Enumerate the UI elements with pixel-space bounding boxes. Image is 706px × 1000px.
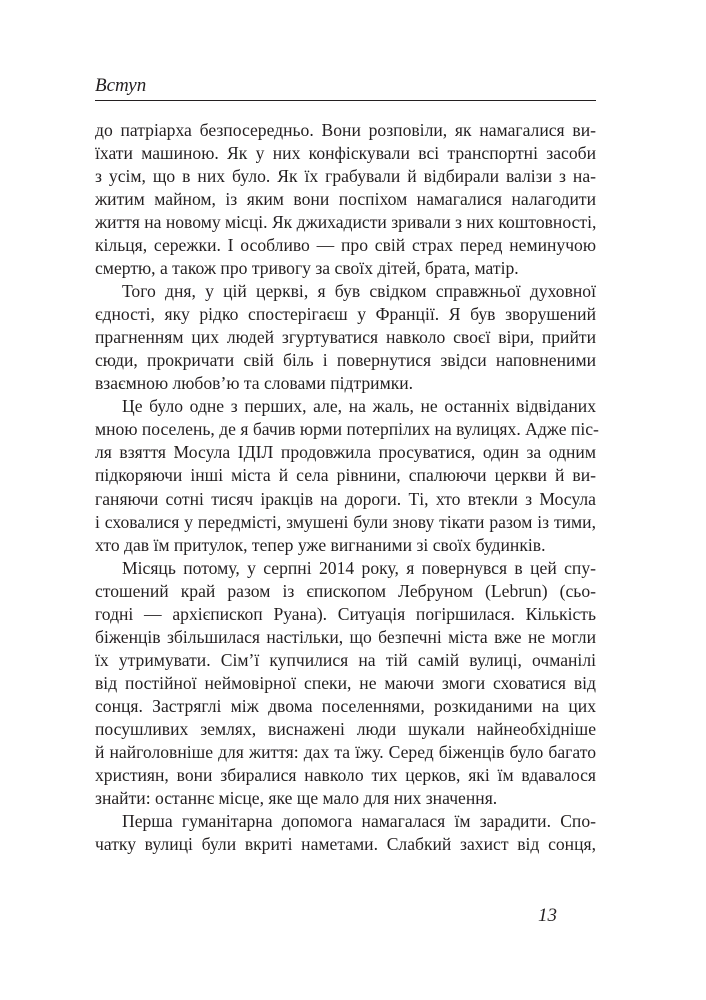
- text-line: єдності, яку рідко спостерігаєш у Франції. Я був зворушений: [95, 304, 596, 325]
- header-rule: [95, 100, 596, 101]
- text-line: посушливих землях, виснажені люди шукали найнеобхідніше: [95, 718, 596, 739]
- text-line: від постійної неймовірної спеки, не маючи змоги сховатися від: [95, 672, 596, 693]
- text-line: взаємною любов’ю та словами підтримки.: [95, 373, 414, 394]
- paragraph: [95, 280, 596, 395]
- text-line: Того дня, у цій церкві, я був свідком справжньої духовної: [122, 281, 596, 302]
- text-line: життя на новому місці. Як джихадисти зривали з них коштовності,: [95, 212, 597, 233]
- text-line: до патріарха безпосередньо. Вони розповіли, як намагалися ви-: [95, 120, 596, 140]
- paragraph: [95, 810, 596, 856]
- text-line: сонця. Застряглі між двома поселеннями, розкиданими на цих: [95, 695, 596, 716]
- page-number: 13: [538, 905, 557, 926]
- text-line: житим майном, із яким вони поспіхом намагалися налагодити: [95, 189, 596, 210]
- text-line: ля взяття Мосула ІДІЛ продовжила просуватися, один за одним: [95, 442, 596, 463]
- paragraph: [95, 395, 599, 556]
- text-line: прагненням цих людей згуртуватися навколо своєї віри, прийти: [95, 327, 596, 348]
- text-line: стошений край разом із єпископом Лебруном (Lebrun) (сьо-: [95, 580, 596, 601]
- text-line: знайти: останнє місце, яке ще мало для них значення.: [95, 787, 498, 808]
- body-text: [95, 119, 599, 856]
- text-line: ганяючи сотні тисяч іракців на дороги. Ті, хто втекли з Мосула: [95, 488, 596, 509]
- text-line: годні — архієпископ Руана). Ситуація погіршилася. Кількість: [95, 603, 596, 624]
- text-line: Перша гуманітарна допомога намагалася їм зарадити. Спо-: [122, 810, 596, 831]
- text-line: сюди, прокричати свій біль і повернутися звідси наповненими: [95, 350, 596, 371]
- text-line: їх утримувати. Сім’ї купчилися на тій самій вулиці, очманілі: [95, 649, 596, 670]
- text-line: і сховалися у передмісті, змушені були знову тікати разом із тими,: [95, 511, 596, 532]
- text-line: з усім, що в них було. Як їх грабували й відбирали валізи з на-: [95, 166, 596, 187]
- paragraph: [95, 119, 596, 280]
- text-line: підкоряючи інші міста й села рівнини, спалюючи церкви й ви-: [95, 465, 596, 486]
- text-line: християн, вони збиралися навколо тих церков, які їм вдавалося: [95, 764, 596, 785]
- running-head: Вступ: [95, 75, 147, 96]
- text-line: хто дав їм притулок, тепер уже вигнаними зі своїх будинків.: [95, 534, 546, 555]
- text-line: смертю, а також про тривогу за своїх дітей, брата, матір.: [95, 258, 519, 279]
- text-line: кільця, сережки. І особливо — про свій страх перед неминучою: [95, 235, 596, 256]
- text-line: мною поселень, де я бачив юрми потерпілих на вулицях. Адже піс-: [95, 419, 599, 440]
- text-line: Місяць потому, у серпні 2014 року, я повернувся в цей спу-: [122, 557, 596, 578]
- text-line: чатку вулиці були вкриті наметами. Слабкий захист від сонця,: [95, 833, 596, 854]
- text-line: біженців збільшилася настільки, що безпечні міста вже не могли: [95, 626, 596, 647]
- text-line: їхати машиною. Як у них конфіскували всі транспортні засоби: [95, 143, 596, 164]
- paragraph: [95, 557, 596, 810]
- text-line: й найголовніше для життя: дах та їжу. Серед біженців було багато: [95, 741, 596, 762]
- text-line: Це було одне з перших, але, на жаль, не останніх відвіданих: [122, 396, 596, 417]
